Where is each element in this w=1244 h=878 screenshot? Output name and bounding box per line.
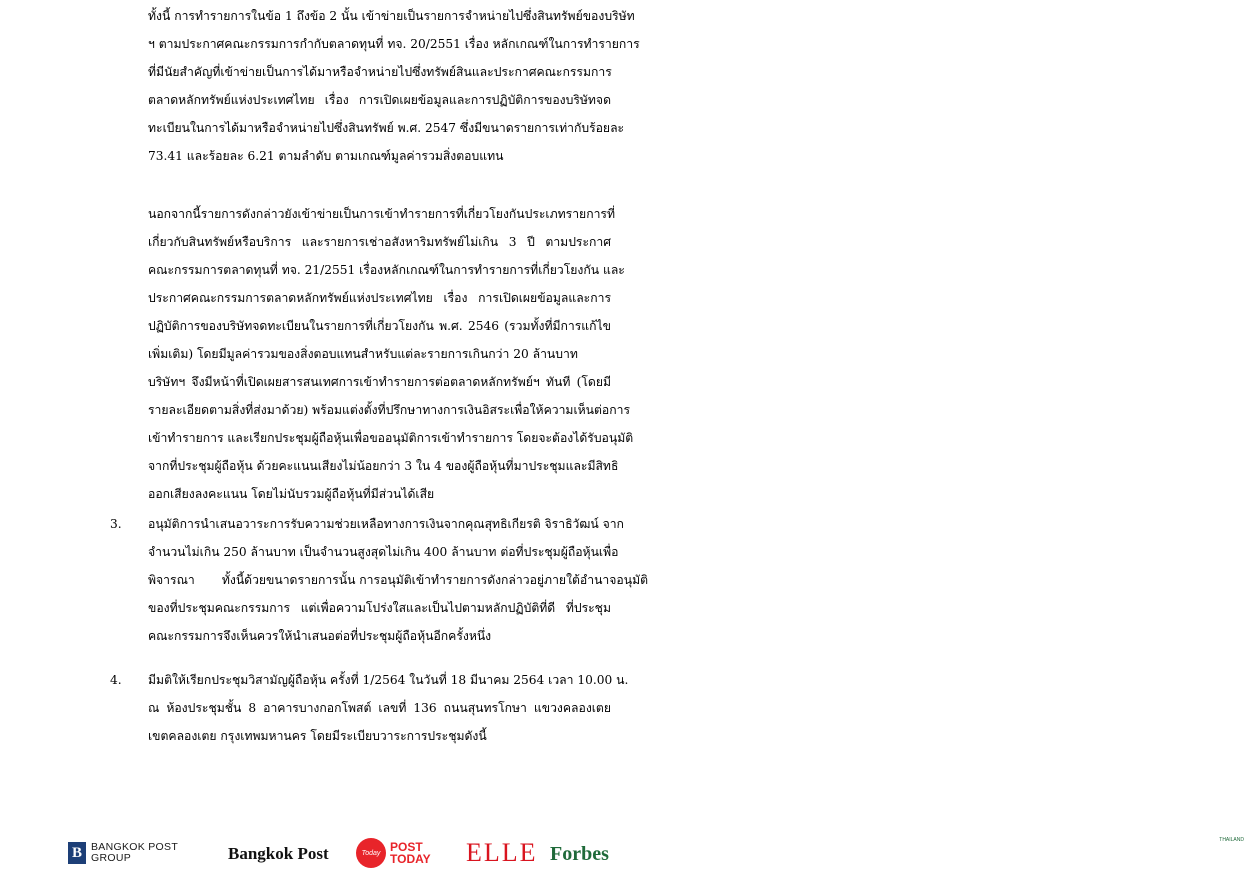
text-line: เข้าทำรายการ และเรียกประชุมผู้ถือหุ้นเพื่อขออนุมัติการเข้าทำรายการ โดยจะต้องได้รับอนุมัติ [148, 431, 634, 445]
text-line: ของที่ประชุมคณะกรรมการ แต่เพื่อความโปร่งใสและเป็นไปตามหลักปฏิบัติที่ดี ที่ประชุม [148, 601, 611, 615]
text-line: เพิ่มเติม) โดยมีมูลค่ารวมของสิ่งตอบแทนสำหรับแต่ละรายการเกินกว่า 20 ล้านบาท [148, 347, 578, 361]
item-number: 3. [110, 517, 122, 531]
text-line: คณะกรรมการจึงเห็นควรให้นำเสนอต่อที่ประชุมผู้ถือหุ้นอีกครั้งหนึ่ง [148, 629, 492, 643]
text-line: ปฏิบัติการของบริษัทจดทะเบียนในรายการที่เกี่ยวโยงกัน พ.ศ. 2546 (รวมทั้งที่มีการแก้ไข [148, 319, 611, 333]
text-line: ฯ ตามประกาศคณะกรรมการกำกับตลาดทุนที่ ทจ. 20/2551 เรื่อง หลักเกณฑ์ในการทำรายการ [148, 37, 640, 51]
bangkok-post-wordmark: Bangkok Post [228, 844, 329, 863]
elle-logo [466, 838, 538, 868]
text-line: ออกเสียงลงคะแนน โดยไม่นับรวมผู้ถือหุ้นที่มีส่วนได้เสีย [148, 487, 435, 501]
text-line: ทะเบียนในการได้มาหรือจำหน่ายไปซึ่งสินทรัพย์ พ.ศ. 2547 ซึ่งมีขนาดรายการเท่ากับร้อยละ [148, 121, 625, 135]
text-line: คณะกรรมการตลาดทุนที่ ทจ. 21/2551 เรื่องหลักเกณฑ์ในการทำรายการที่เกี่ยวโยงกัน และ [148, 263, 625, 277]
forbes-thailand-label: THAILAND [1219, 837, 1244, 843]
text-line: 73.41 และร้อยละ 6.21 ตามลำดับ ตามเกณฑ์มูลค่ารวมสิ่งตอบแทน [148, 149, 504, 163]
post-today-line1: POST [390, 840, 423, 854]
text-line: จำนวนไม่เกิน 250 ล้านบาท เป็นจำนวนสูงสุดไม่เกิน 400 ล้านบาท ต่อที่ประชุมผู้ถือหุ้นเพื่อ [148, 545, 619, 559]
bangkok-post-group-line1: BANGKOK POST [91, 841, 179, 853]
text-line: ประกาศคณะกรรมการตลาดหลักทรัพย์แห่งประเทศไทย เรื่อง การเปิดเผยข้อมูลและการ [148, 291, 611, 305]
text-line: จากที่ประชุมผู้ถือหุ้น ด้วยคะแนนเสียงไม่น้อยกว่า 3 ใน 4 ของผู้ถือหุ้นที่มาประชุมและมีสิทธิ [148, 459, 619, 473]
bangkok-post-group-line2: GROUP [91, 852, 132, 864]
bangkok-post-group-logo [68, 842, 178, 864]
bangkok-post-logo [228, 844, 329, 864]
item-number: 4. [110, 673, 122, 687]
text-line: อนุมัติการนำเสนอวาระการรับความช่วยเหลือทางการเงินจากคุณสุทธิเกียรติ จิราธิวัฒน์ จาก [148, 517, 624, 531]
post-today-logo [356, 838, 431, 868]
text-line: เกี่ยวกับสินทรัพย์หรือบริการ และรายการเช่าอสังหาริมทรัพย์ไม่เกิน 3 ปี ตามประกาศ [148, 235, 611, 249]
text-line: บริษัทฯ จึงมีหน้าที่เปิดเผยสารสนเทศการเข้าทำรายการต่อตลาดหลักทรัพย์ฯ ทันที (โดยมี [148, 375, 611, 389]
text-line: นอกจากนี้รายการดังกล่าวยังเข้าข่ายเป็นการเข้าทำรายการที่เกี่ยวโยงกันประเภทรายการที่ [148, 207, 615, 221]
text-line: รายละเอียดตามสิ่งที่ส่งมาด้วย) พร้อมแต่งตั้งที่ปรึกษาทางการเงินอิสระเพื่อให้ความเห็นต่อการ [148, 403, 630, 417]
post-today-circle-icon: Today [356, 838, 386, 868]
forbes-wordmark: Forbes [550, 843, 609, 865]
bangkok-post-group-mark-icon: B [68, 842, 86, 864]
text-line: ที่มีนัยสำคัญที่เข้าข่ายเป็นการได้มาหรือจำหน่ายไปซึ่งทรัพย์สินและประกาศคณะกรรมการ [148, 65, 612, 79]
post-today-line2: TODAY [390, 852, 431, 866]
elle-wordmark: ELLE [466, 838, 538, 867]
text-line: พิจารณา ทั้งนี้ด้วยขนาดรายการนั้น การอนุมัติเข้าทำรายการดังกล่าวอยู่ภายใต้อำนาจอนุมัติ [148, 573, 649, 587]
text-line: ณ ห้องประชุมชั้น 8 อาคารบางกอกโพสต์ เลขที่ 136 ถนนสุนทรโกษา แขวงคลองเตย [148, 701, 611, 715]
footer-logos [0, 818, 1244, 878]
text-line: มีมติให้เรียกประชุมวิสามัญผู้ถือหุ้น ครั้งที่ 1/2564 ในวันที่ 18 มีนาคม 2564 เวลา 10.00 น. [148, 673, 629, 687]
text-line: เขตคลองเตย กรุงเทพมหานคร โดยมีระเบียบวาระการประชุมดังนี้ [148, 729, 487, 743]
forbes-logo [550, 837, 1244, 866]
text-line: ทั้งนี้ การทำรายการในข้อ 1 ถึงข้อ 2 นั้น เข้าข่ายเป็นรายการจำหน่ายไปซึ่งสินทรัพย์ของบริษัท [148, 9, 635, 23]
text-line: ตลาดหลักทรัพย์แห่งประเทศไทย เรื่อง การเปิดเผยข้อมูลและการปฏิบัติการของบริษัทจด [148, 93, 611, 107]
